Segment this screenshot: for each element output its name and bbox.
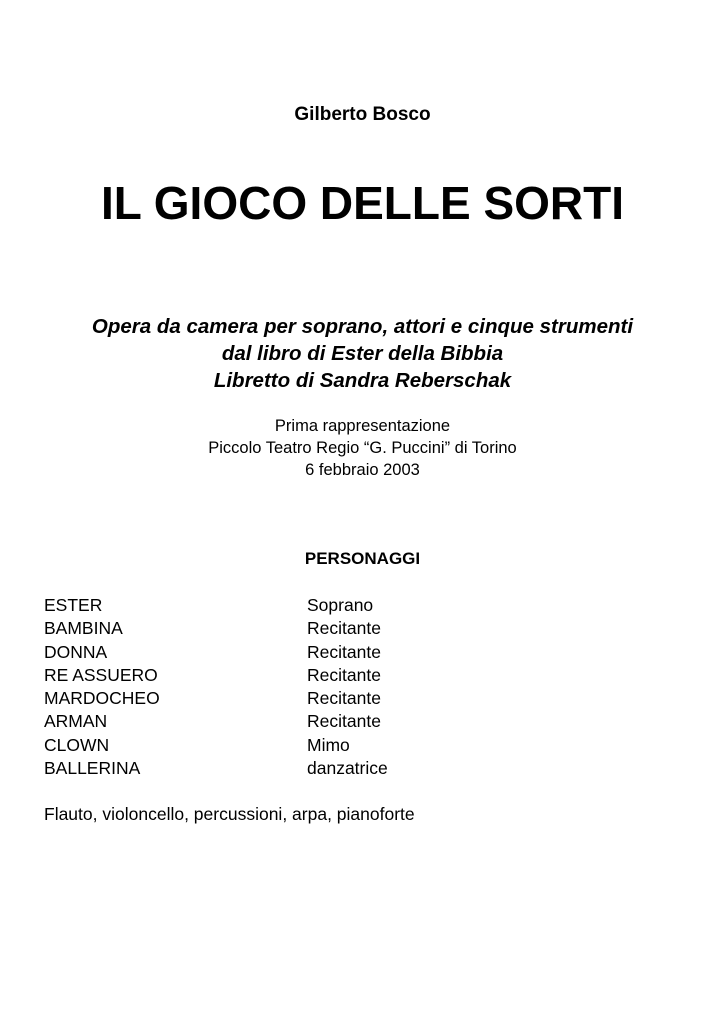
- character-row: [44, 617, 684, 640]
- premiere-line: Prima rappresentazione: [274, 417, 451, 435]
- premiere-block: [0, 415, 725, 481]
- character-row: [44, 687, 684, 710]
- instrumentation: Flauto, violoncello, percussioni, arpa, pianoforte: [44, 804, 415, 824]
- subtitle-line: Opera da camera per soprano, attori e cinque strumenti: [91, 315, 634, 338]
- character-row: [44, 594, 684, 617]
- character-voice: Recitante: [307, 641, 381, 662]
- character-role: BALLERINA: [44, 758, 141, 779]
- author-name: Gilberto Bosco: [294, 104, 431, 125]
- character-role: CLOWN: [44, 734, 110, 755]
- character-row: [44, 710, 684, 733]
- character-role: ARMAN: [44, 711, 108, 732]
- character-voice: Recitante: [307, 688, 381, 709]
- character-voice: danzatrice: [307, 758, 388, 779]
- character-voice: Recitante: [307, 711, 381, 732]
- characters-heading: PERSONAGGI: [304, 549, 421, 568]
- character-role: RE ASSUERO: [44, 664, 158, 685]
- character-row: [44, 664, 684, 687]
- character-role: MARDOCHEO: [44, 688, 160, 709]
- opera-title: IL GIOCO DELLE SORTI: [100, 177, 625, 229]
- character-voice: Soprano: [307, 595, 374, 615]
- character-voice: Recitante: [307, 618, 381, 639]
- character-role: DONNA: [44, 641, 108, 662]
- character-row: [44, 757, 684, 780]
- character-role: ESTER: [44, 595, 103, 615]
- subtitle-line: Libretto di Sandra Reberschak: [213, 369, 512, 392]
- subtitle-line: dal libro di Ester della Bibbia: [221, 342, 504, 365]
- character-row: [44, 641, 684, 664]
- character-voice: Mimo: [307, 734, 350, 755]
- character-row: [44, 734, 684, 757]
- premiere-line: 6 febbraio 2003: [305, 461, 420, 479]
- characters-list: [44, 594, 684, 780]
- subtitle-block: [0, 313, 725, 394]
- character-role: BAMBINA: [44, 618, 123, 639]
- character-voice: Recitante: [307, 664, 381, 685]
- premiere-line: Piccolo Teatro Regio “G. Puccini” di Torino: [208, 439, 517, 457]
